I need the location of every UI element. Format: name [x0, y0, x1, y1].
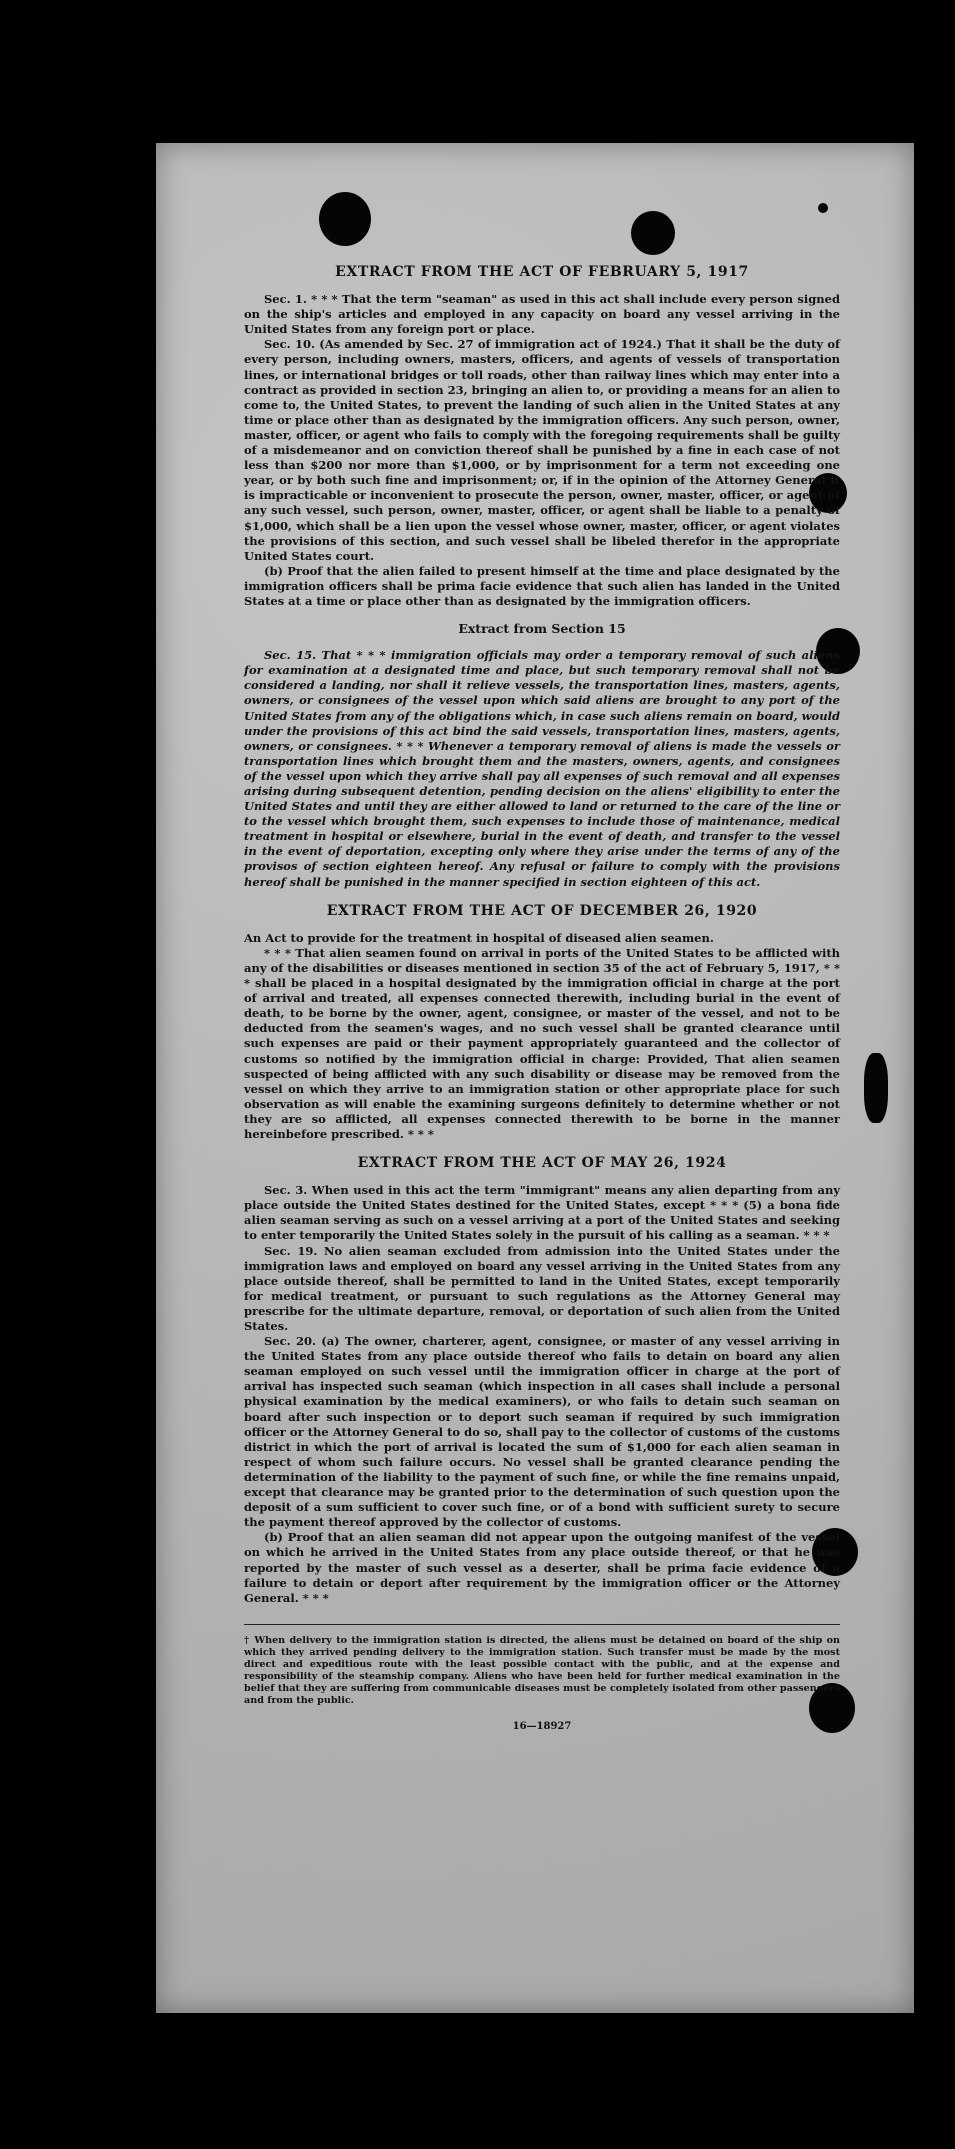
punch-hole	[818, 203, 828, 213]
footnote-divider	[244, 1624, 840, 1625]
edge-tear	[864, 1053, 888, 1123]
form-number: 16—18927	[512, 1720, 572, 1732]
paragraph-sec-20-b: (b) Proof that an alien seaman did not appear upon the outgoing manifest of the vessel on which he arrived in the United States from any place outside thereof, or that he was reported by the master of such vessel as a deserter, shall be prima facie evidence of a failure to detain or deport after requirement by the immigration officer or the Attorney General. * * *	[244, 1530, 840, 1605]
punch-hole	[631, 211, 675, 255]
heading-act-1920: EXTRACT FROM THE ACT OF DECEMBER 26, 1920	[326, 902, 758, 919]
paragraph-sec-20-a: Sec. 20. (a) The owner, charterer, agent, consignee, or master of any vessel arriving in the United States from any place outside thereof who fails to detain on board any alien seaman employed on such vessel until the immigration officer in charge at the port of arrival has inspected such seaman (which inspection in all cases shall include a personal physical examination by the medical examiners), or who fails to detain such seaman on board after such inspection or to deport such seaman if required by such immigration officer or the Attorney General to do so, shall pay to the collector of customs of the customs district in which the port of arrival is located the sum of $1,000 for each alien seaman in respect of whom such failure occurs. No vessel shall be granted clearance pending the determination of the liability to the payment of such fine, or while the fine remains unpaid, except that clearance may be granted prior to the determination of such question upon the deposit of a sum sufficient to cover such fine, or of a bond with sufficient surety to secure the payment thereof approved by the collector of customs.	[244, 1334, 840, 1530]
paragraph-sec-15: Sec. 15. That * * * immigration officials may order a temporary removal of such aliens for examination at a designated time and place, but such temporary removal shall not be considered a landing, nor shall it relieve vessels, the transportation lines, masters, agents, owners, or consignees of the vessel upon which said aliens are brought to any port of the United States from any of the obligations which, in case such aliens remain on board, would under the provisions of this act bind the said vessels, transportation lines, masters, agents, owners, or consignees. * * * Whenever a temporary removal of aliens is made the vessels or transportation lines which brought them and the masters, owners, agents, and consignees of the vessel upon which they arrive shall pay all expenses of such removal and all expenses arising during subsequent detention, pending decision on the aliens' eligibility to enter the United States and until they are either allowed to land or returned to the care of the line or to the vessel which brought them, such expenses to include those of maintenance, medical treatment in hospital or elsewhere, burial in the event of death, and transfer to the vessel in the event of deportation, excepting only where they arise under the terms of any of the provisos of section eighteen hereof. Any refusal or failure to comply with the provisions hereof shall be punished in the manner specified in section eighteen of this act.	[244, 648, 840, 889]
paragraph-sec-3: Sec. 3. When used in this act the term "immigrant" means any alien departing from any place outside the United States destined for the United States, except * * * (5) a bona fide alien seaman serving as such on a vessel arriving at a port of the United States and seeking to enter temporarily the United States solely in the pursuit of his calling as a seaman. * * *	[244, 1183, 840, 1243]
paragraph-sec-1: Sec. 1. * * * That the term "seaman" as used in this act shall include every person signed on the ship's articles and employed in any capacity on board any vessel arriving in the United States from any foreign port or place.	[244, 292, 840, 337]
document-body	[244, 261, 840, 1734]
paragraph-act-title-1920: An Act to provide for the treatment in hospital of diseased alien seamen.	[244, 930, 714, 945]
paragraph-sec-19: Sec. 19. No alien seaman excluded from admission into the United States under the immigration laws and employed on board any vessel arriving in the United States from any place outside thereof, shall be permitted to land in the United States, except temporarily for medical treatment, or pursuant to such regulations as the Attorney General may prescribe for the ultimate departure, removal, or deportation of such alien from the United States.	[244, 1243, 840, 1333]
paragraph-sec-10: Sec. 10. (As amended by Sec. 27 of immigration act of 1924.) That it shall be the duty of every person, including owners, masters, officers, and agents of vessels of transportation lines, or international bridges or toll roads, other than railway lines which may enter into a contract as provided in section 23, bringing an alien to, or providing a means for an alien to come to, the United States, to prevent the landing of such alien in the United States at any time or place other than as designated by the immigration officers. Any such person, owner, master, officer, or agent who fails to comply with the foregoing requirements shall be guilty of a misdemeanor and on conviction thereof shall be punished by a fine in each case of not less than $200 nor more than $1,000, or by imprisonment for a term not exceeding one year, or by both such fine and imprisonment; or, if in the opinion of the Attorney General it is impracticable or inconvenient to prosecute the person, owner, master, officer, or agent of any such vessel, such person, owner, master, officer, or agent shall be liable to a penalty of $1,000, which shall be a lien upon the vessel whose owner, master, officer, or agent violates the provisions of this section, and such vessel shall be libeled therefor in the appropriate United States court.	[244, 337, 840, 563]
footnote: † When delivery to the immigration station is directed, the aliens must be detained on board of the ship on which they arrived pending delivery to the immigration station. Such transfer must be made by the most direct and expeditious route with the least possible contact with the public, and at the expense and responsibility of the steamship company. Aliens who have been held for further medical examination in the belief that they are suffering from communicable diseases must be completely isolated from other passengers and from the public.	[244, 1634, 840, 1706]
heading-section-15: Extract from Section 15	[458, 621, 626, 637]
heading-act-1924: EXTRACT FROM THE ACT OF MAY 26, 1924	[357, 1155, 727, 1172]
heading-act-1917: EXTRACT FROM THE ACT OF FEBRUARY 5, 1917	[335, 264, 749, 280]
paragraph-sec-10-b: (b) Proof that the alien failed to present himself at the time and place designated by the immigration officers shall be prima facie evidence that such alien has landed in the United States at a time or place other than as designated by the immigration officers.	[244, 563, 840, 608]
paragraph-seamen-hospital: * * * That alien seamen found on arrival in ports of the United States to be afflicted with any of the disabilities or diseases mentioned in section 35 of the act of February 5, 1917, * * * shall be placed in a hospital designated by the immigration official in charge at the port of arrival and treated, all expenses connected therewith, including burial in the event of death, to be borne by the owner, agent, consignee, or master of the vessel, and not to be deducted from the seamen's wages, and no such vessel shall be granted clearance until such expenses are paid or their payment appropriately guaranteed and the collector of customs so notified by the immigration official in charge: Provided, That alien seamen suspected of being afflicted with any such disability or disease may be removed from the vessel on which they arrive to an immigration station or other appropriate place for such observation as will enable the examining surgeons definitely to determine whether or not they are so afflicted, all expenses connected therewith to be borne in the manner hereinbefore prescribed. * * *	[244, 945, 840, 1141]
document-page	[156, 143, 914, 2013]
punch-hole	[319, 192, 371, 246]
